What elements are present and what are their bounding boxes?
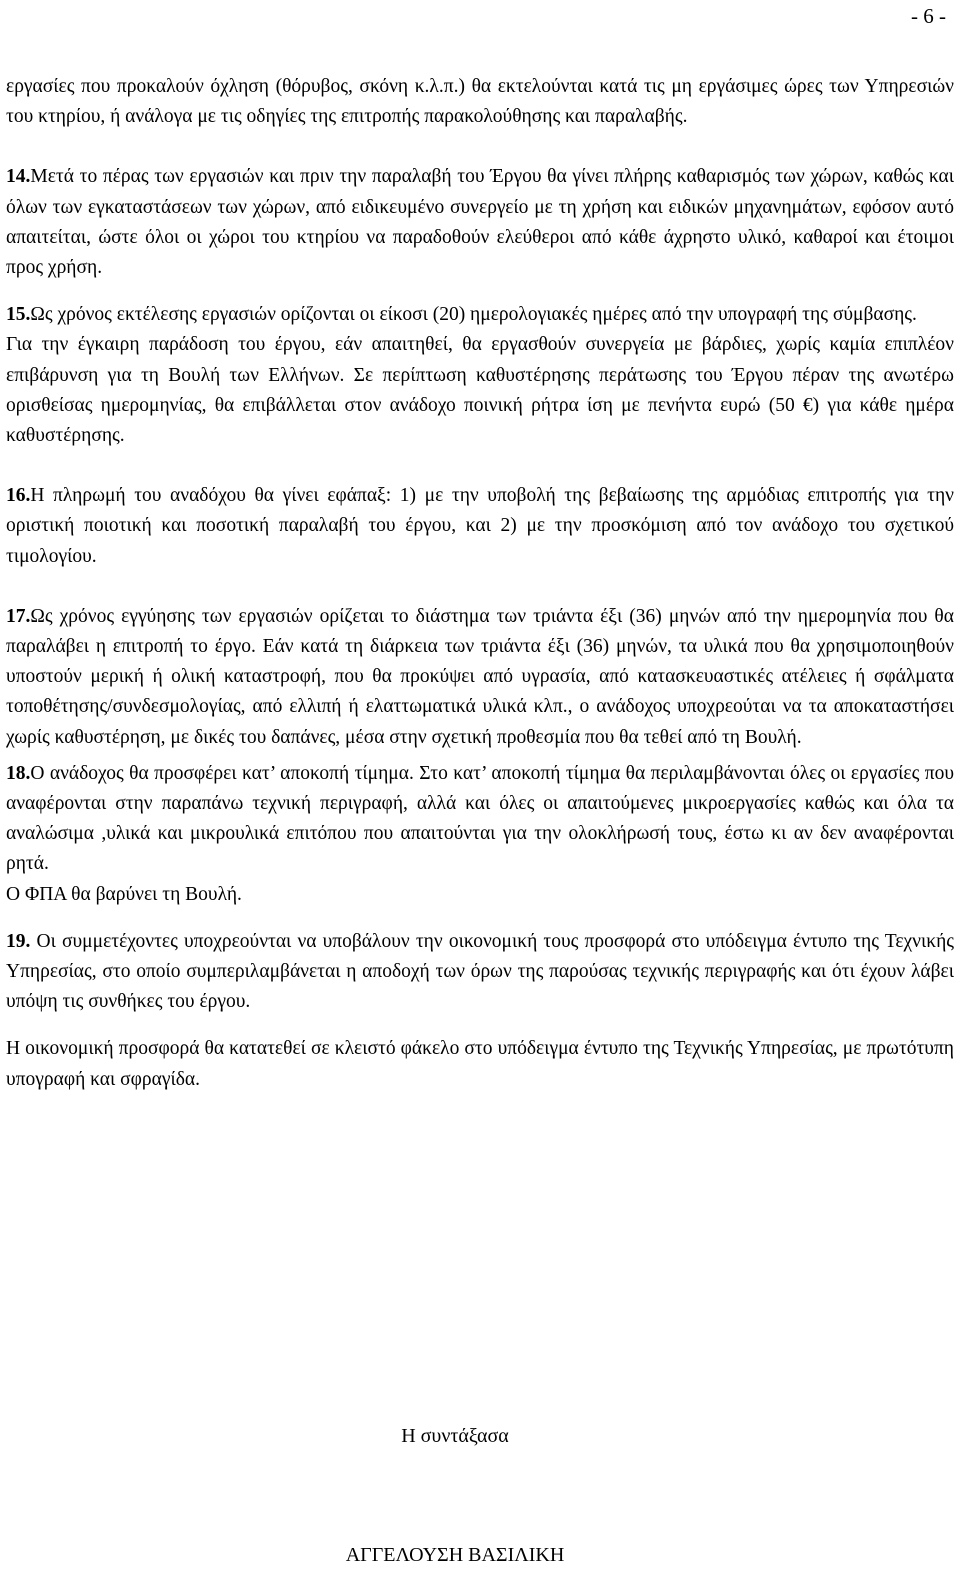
document-body xyxy=(6,72,954,1095)
clause-number: 15. xyxy=(6,304,31,326)
paragraph-17: 17.Ως χρόνος εγγύησης των εργασιών ορίζεται το διάστημα των τριάντα έξι (36) μηνών από την ημερομηνία που θα παραλάβει η επιτροπή το έργο. Εάν κατά τη διάρκεια των τριάντα έξι (36) μηνών, τα υλικά που θα χρησιμοποιηθούν υποστούν μερική ή ολική καταστροφή, που θα προκύψει από υγρασία, από κατασκευαστικές ατέλειες ή σφάλματα τοποθέτησης/συνδεσμολογίας, από ελλιπή ή ελαττωματικά υλικά κλπ., ο ανάδοχος υποχρεούται να τα αποκαταστήσει χωρίς καθυστέρηση, με δικές του δαπάνες, μέσα στην σχετική προθεσμία που θα τεθεί από τη Βουλή. xyxy=(6,605,954,748)
signature-role: Η συντάξασα xyxy=(401,1425,509,1447)
signature-name: ΑΓΓΕΛΟΥΣΗ ΒΑΣΙΛΙΚΗ xyxy=(345,1544,565,1566)
clause-number: 18. xyxy=(6,762,31,784)
offer-submission-note: Η οικονομική προσφορά θα κατατεθεί σε κλειστό φάκελο στο υπόδειγμα έντυπο της Τεχνικής Υπηρεσίας, με πρωτότυπη υπογραφή και σφραγίδα. xyxy=(6,1038,954,1090)
paragraph-18: 18.Ο ανάδοχος θα προσφέρει κατ’ αποκοπή τίμημα. Στο κατ’ αποκοπή τίμημα θα περιλαμβάνονται όλες οι εργασίες που αναφέρονται στην παραπάνω τεχνική περιγραφή, αλλά και όλες οι απαιτούμενες μικροεργασίες καθώς και όλα τα αναλώσιμα ,υλικά και μικρουλικά επιτόπου που απαιτούνται για την ολοκλήρωσή τους, έστω κι αν δεν αναφέρονται ρητά. xyxy=(6,762,954,875)
clause-number: 19. xyxy=(6,930,31,952)
clause-number: 17. xyxy=(6,605,31,627)
clause-number: 14. xyxy=(6,166,31,188)
paragraph-15: 15.Ως χρόνος εκτέλεσης εργασιών ορίζονται οι είκοσι (20) ημερολογιακές ημέρες από την υπογραφή της σύμβασης. xyxy=(6,304,917,326)
page-number: - 6 - xyxy=(911,4,946,28)
clause-number: 16. xyxy=(6,485,31,507)
paragraph-15-delay-clause: Για την έγκαιρη παράδοση του έργου, εάν απαιτηθεί, θα εργασθούν συνεργεία με βάρδιες, χωρίς καμία επιπλέον επιβάρυνση για τη Βουλή των Ελλήνων. Σε περίπτωση καθυστέρησης περάτωσης του Έργου πέραν της ανωτέρω ορισθείσας ημερομηνίας, θα επιβάλλεται στον ανάδοχο ποινική ρήτρα ίση με πενήντα ευρώ (50 €) για κάθε ημέρα καθυστέρησης. xyxy=(6,334,954,447)
paragraph-19: 19. Οι συμμετέχοντες υποχρεούνται να υποβάλουν την οικονομική τους προσφορά στο υπόδειγμα έντυπο της Τεχνικής Υπηρεσίας, στο οποίο συμπεριλαμβάνεται η αποδοχή των όρων της παρούσας τεχνικής περιγραφής και ότι έχουν λάβει υπόψη τις συνθήκες του έργου. xyxy=(6,930,954,1013)
paragraph-13-continuation: εργασίες που προκαλούν όχληση (θόρυβος, σκόνη κ.λ.π.) θα εκτελούνται κατά τις μη εργάσιμες ώρες των Υπηρεσιών του κτηρίου, ή ανάλογα με τις οδηγίες της επιτροπής παρακολούθησης και παραλαβής. xyxy=(6,76,954,128)
vat-note: Ο ΦΠΑ θα βαρύνει τη Βουλή. xyxy=(6,883,242,905)
paragraph-14: 14.Μετά το πέρας των εργασιών και πριν την παραλαβή του Έργου θα γίνει πλήρης καθαρισμός των χώρων, καθώς και όλων των εγκαταστάσεων των χώρων, από ειδικευμένο συνεργείο με τη χρήση και ειδικών μηχανημάτων, εφόσον αυτό απαιτείται, ώστε όλοι οι χώροι του κτηρίου να παραδοθούν ελεύθεροι από κάθε άχρηστο υλικό, καθαροί και έτοιμοι προς χρήση. xyxy=(6,166,954,279)
paragraph-16: 16.Η πληρωμή του αναδόχου θα γίνει εφάπαξ: 1) με την υποβολή της βεβαίωσης της αρμόδιας επιτροπής για την οριστική ποιοτική και ποσοτική παραλαβή του έργου, και 2) με την προσκόμιση από τον ανάδοχο του σχετικού τιμολογίου. xyxy=(6,485,954,567)
